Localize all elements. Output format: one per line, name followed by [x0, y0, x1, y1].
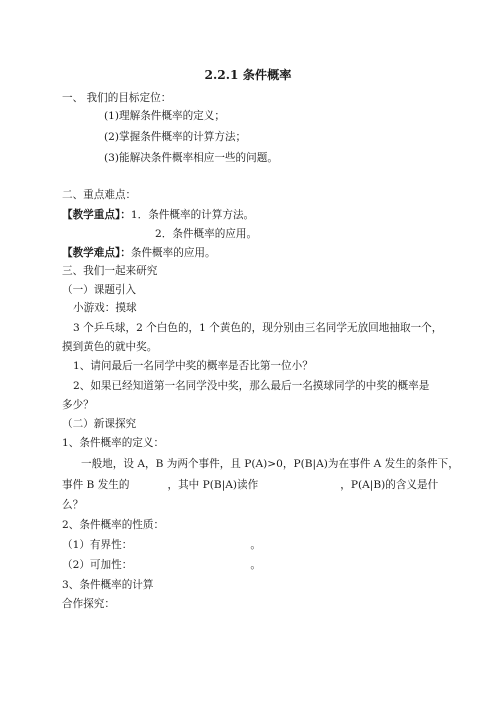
paragraph-text: 1．条件概率的计算方法。 — [130, 209, 255, 221]
list-item: 2．条件概率的应用。 — [155, 228, 258, 240]
list-item: (1)理解条件概率的定义； — [104, 110, 225, 122]
paragraph — [62, 247, 216, 260]
list-item: (3)能解决条件概率相应一些的问题。 — [104, 152, 278, 164]
paragraph-text: ，P(A|B)的含义是什 — [340, 479, 439, 491]
subsection-heading: 3、条件概率的计算 — [62, 579, 154, 591]
list-item — [62, 559, 261, 572]
question: 多少？ — [62, 399, 94, 411]
paragraph-text: ，其中 P(B|A)读作 — [167, 479, 259, 491]
paragraph-text: 事件 B 发生的 — [62, 479, 130, 491]
paragraph: 合作探究： — [62, 598, 115, 610]
section-heading: 二、重点难点： — [62, 189, 137, 201]
paragraph-text: 条件概率的应用。 — [130, 247, 216, 259]
paragraph-text: 。 — [250, 539, 261, 551]
paragraph-text: （1）有界性： — [62, 539, 133, 551]
subsection-heading: 1、条件概率的定义： — [62, 437, 165, 449]
list-item — [62, 539, 261, 552]
definition-text: 一般地，设 A，B 为两个事件，且 P(A)>0，P(B|A)为在事件 A 发生的条件下， — [81, 458, 459, 470]
paragraph: 3 个乒乓球，2 个白色的，1 个黄色的，现分别由三名同学无放回地抽取一个， — [73, 322, 443, 334]
definition-text: 么？ — [62, 499, 84, 511]
section-heading: 三、我们一起来研究 — [62, 265, 158, 277]
paragraph: 摸到黄色的就中奖。 — [62, 341, 158, 353]
subsection-heading: 2、条件概率的性质： — [62, 519, 165, 531]
definition-text — [62, 479, 438, 492]
subsection-heading: （一）课题引入 — [62, 284, 137, 296]
section-heading: 一、 我们的目标定位： — [62, 92, 172, 104]
question: 2、如果已经知道第一名同学没中奖，那么最后一名摸球同学的中奖的概率是 — [73, 380, 430, 392]
paragraph — [62, 209, 254, 222]
paragraph-text: 。 — [250, 559, 261, 571]
bold-label: 【教学难点】： — [62, 247, 131, 259]
bold-label: 【教学重点】： — [62, 209, 131, 221]
list-item: (2)掌握条件概率的计算方法； — [104, 131, 247, 143]
question: 1、请问最后一名同学中奖的概率是否比第一位小？ — [73, 360, 313, 372]
paragraph: 小游戏：摸球 — [73, 302, 137, 314]
subsection-heading: （二）新课探究 — [62, 418, 137, 430]
paragraph-text: （2）可加性： — [62, 559, 133, 571]
page-title: 2.2.1 条件概率 — [204, 68, 292, 82]
